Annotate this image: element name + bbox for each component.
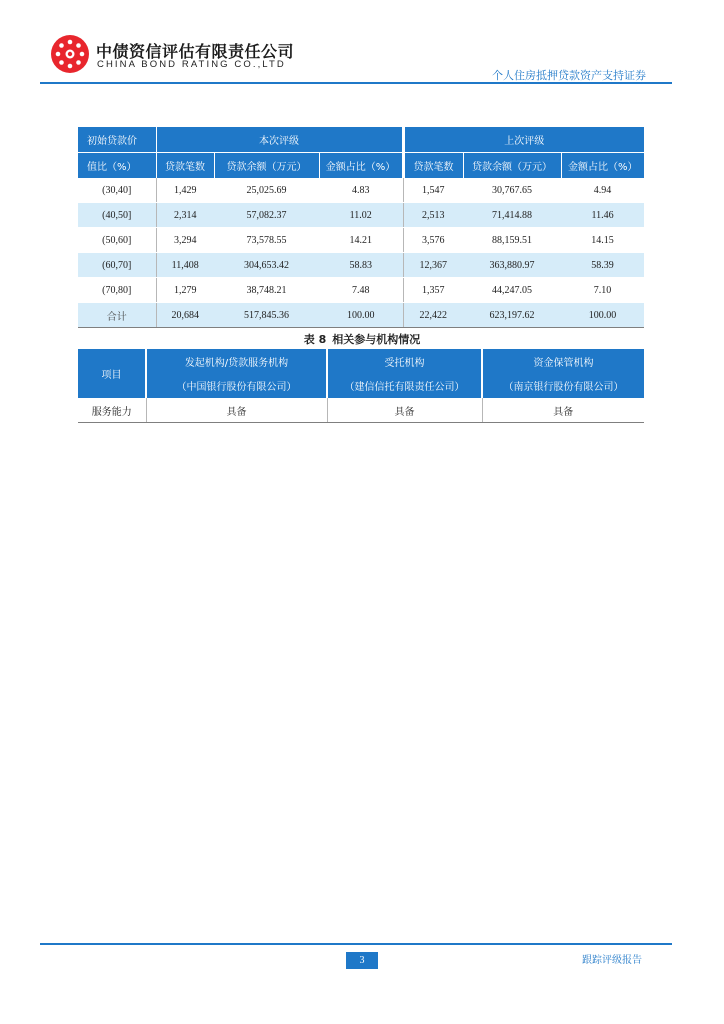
header-prev-balance: 贷款余额（万元） [463, 153, 561, 179]
caption-text: 相关参与机构情况 [332, 333, 421, 346]
row-label: 服务能力 [78, 398, 146, 423]
header-cur-balance: 贷款余额（万元） [214, 153, 319, 179]
cur-balance: 304,653.42 [214, 253, 319, 278]
total-row [78, 303, 644, 328]
page-number: 3 [346, 952, 378, 969]
cur-ratio: 4.83 [319, 178, 403, 203]
trustee-capability: 具备 [327, 398, 482, 423]
cur-balance: 73,578.55 [214, 228, 319, 253]
prev-balance: 30,767.65 [463, 178, 561, 203]
table-row [78, 228, 644, 253]
cur-count: 3,294 [156, 228, 214, 253]
prev-balance: 71,414.88 [463, 203, 561, 228]
table-row [78, 398, 644, 423]
header-item: 项目 [78, 349, 146, 398]
total-label: 合计 [78, 303, 156, 328]
institutions-table [78, 349, 644, 423]
header-ltv-line2: 值比（%） [78, 153, 156, 179]
prev-ratio: 58.39 [561, 253, 644, 278]
prev-count: 3,576 [403, 228, 463, 253]
prev-ratio: 11.46 [561, 203, 644, 228]
row-label: (70,80] [78, 278, 156, 303]
originator-capability: 具备 [146, 398, 327, 423]
company-name-cn: 中债资信评估有限责任公司 [96, 42, 295, 61]
ltv-distribution-table [78, 127, 644, 328]
header-cur-count: 贷款笔数 [156, 153, 214, 179]
total-cur-ratio: 100.00 [319, 303, 403, 328]
header-current-rating: 本次评级 [156, 127, 403, 153]
total-cur-balance: 517,845.36 [214, 303, 319, 328]
header-ltv-line1: 初始贷款价 [78, 127, 156, 153]
header-divider [40, 82, 672, 84]
table-row [78, 278, 644, 303]
header-custodian-name: （南京银行股份有限公司） [482, 374, 644, 399]
total-prev-ratio: 100.00 [561, 303, 644, 328]
company-logo [50, 34, 90, 74]
cur-count: 1,429 [156, 178, 214, 203]
cur-count: 11,408 [156, 253, 214, 278]
cur-balance: 25,025.69 [214, 178, 319, 203]
header-prev-ratio: 金额占比（%） [561, 153, 644, 179]
header-custodian: 资金保管机构 [482, 349, 644, 374]
row-label: (50,60] [78, 228, 156, 253]
prev-balance: 363,880.97 [463, 253, 561, 278]
row-label: (40,50] [78, 203, 156, 228]
table-row [78, 203, 644, 228]
custodian-capability: 具备 [482, 398, 644, 423]
total-cur-count: 20,684 [156, 303, 214, 328]
header-originator-name: （中国银行股份有限公司） [146, 374, 327, 399]
prev-ratio: 14.15 [561, 228, 644, 253]
caption-number: 表 8 [303, 333, 327, 346]
prev-count: 2,513 [403, 203, 463, 228]
footer-report-type: 跟踪评级报告 [582, 955, 642, 966]
row-label: (30,40] [78, 178, 156, 203]
prev-balance: 88,159.51 [463, 228, 561, 253]
prev-count: 1,357 [403, 278, 463, 303]
cur-ratio: 7.48 [319, 278, 403, 303]
table-row [78, 178, 644, 203]
prev-ratio: 7.10 [561, 278, 644, 303]
cur-balance: 38,748.21 [214, 278, 319, 303]
cur-ratio: 11.02 [319, 203, 403, 228]
prev-count: 1,547 [403, 178, 463, 203]
company-name-en: CHINA BOND RATING CO.,LTD [97, 59, 286, 70]
header-originator: 发起机构/贷款服务机构 [146, 349, 327, 374]
cur-ratio: 58.83 [319, 253, 403, 278]
cur-count: 1,279 [156, 278, 214, 303]
header-cur-ratio: 金额占比（%） [319, 153, 403, 179]
prev-count: 12,367 [403, 253, 463, 278]
cur-balance: 57,082.37 [214, 203, 319, 228]
header-trustee: 受托机构 [327, 349, 482, 374]
prev-balance: 44,247.05 [463, 278, 561, 303]
row-label: (60,70] [78, 253, 156, 278]
table-row [78, 253, 644, 278]
prev-ratio: 4.94 [561, 178, 644, 203]
table-caption [0, 331, 724, 347]
report-title: 个人住房抵押贷款资产支持证券 [492, 69, 646, 82]
cur-ratio: 14.21 [319, 228, 403, 253]
total-prev-count: 22,422 [403, 303, 463, 328]
header-trustee-name: （建信信托有限责任公司） [327, 374, 482, 399]
header-previous-rating: 上次评级 [403, 127, 644, 153]
cur-count: 2,314 [156, 203, 214, 228]
footer-divider [40, 943, 672, 945]
header-prev-count: 贷款笔数 [403, 153, 463, 179]
total-prev-balance: 623,197.62 [463, 303, 561, 328]
